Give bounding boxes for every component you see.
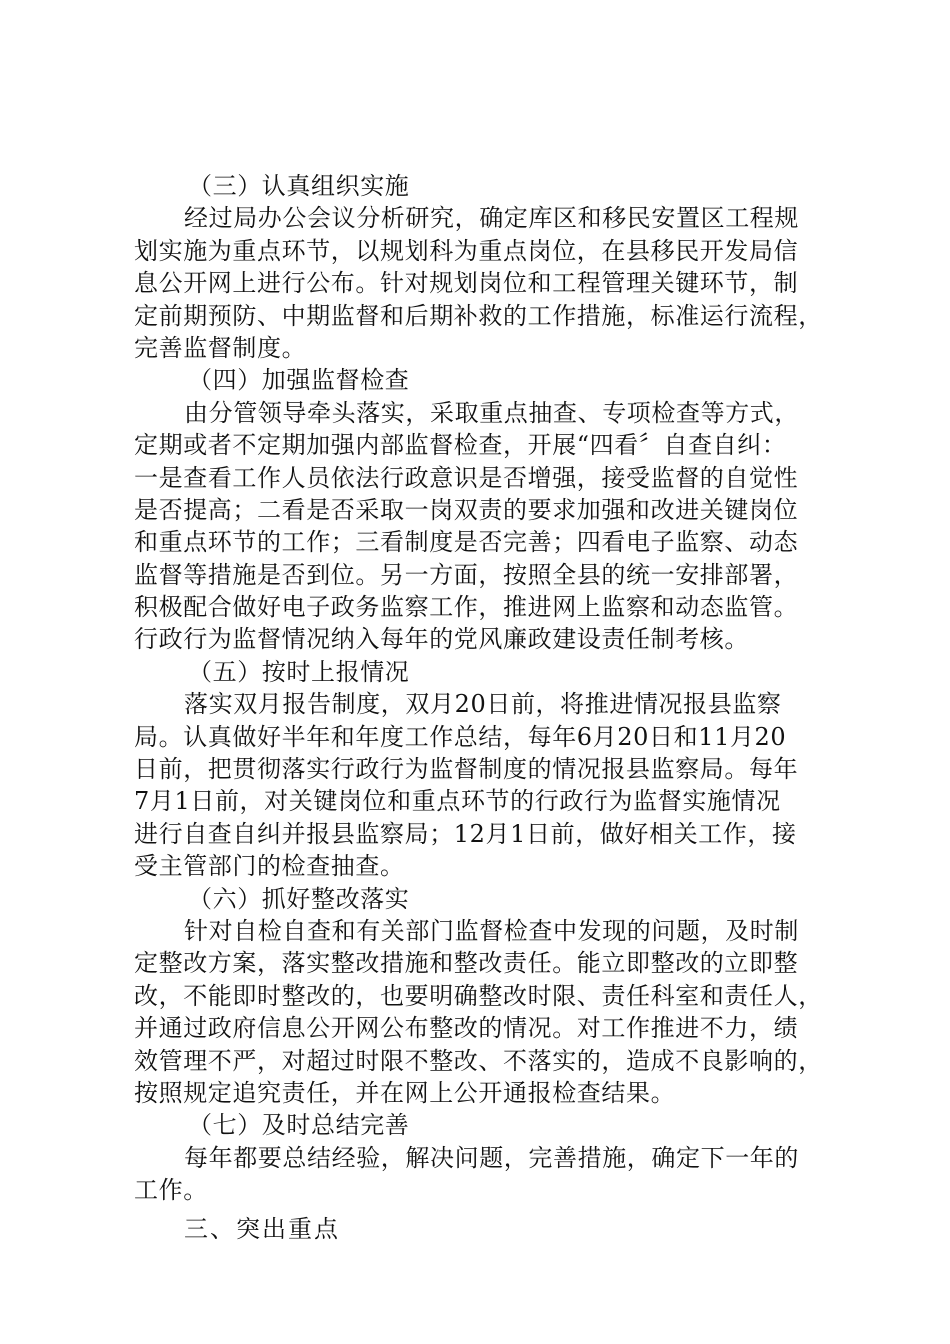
paragraph-line: 积极配合做好电子政务监察工作，推进网上监察和动态监管。: [134, 593, 799, 622]
paragraph-line: 一是查看工作人员依法行政意识是否增强，接受监督的自觉性: [134, 463, 799, 492]
paragraph: [134, 915, 834, 1109]
sub-heading-text: （六）抓好整改落实: [188, 884, 410, 913]
paragraph-line: 定整改方案，落实整改措施和整改责任。能立即整改的立即整: [134, 949, 799, 978]
sub-heading: [134, 883, 834, 915]
paragraph-line: 落实双月报告制度，双月20日前，将推进情况报县监察: [184, 690, 782, 719]
paragraph-line: 定期或者不定期加强内部监督检查，开展“四看〞自查自纠：: [134, 431, 787, 460]
sub-heading: [134, 1109, 834, 1141]
sub-heading-text: （七）及时总结完善: [188, 1111, 410, 1140]
paragraph-line: 息公开网上进行公布。针对规划岗位和工程管理关键环节，制: [134, 269, 799, 298]
paragraph-line: 按照规定追究责任，并在网上公开通报检查结果。: [134, 1078, 676, 1107]
paragraph-line: 改，不能即时整改的，也要明确整改时限、责任科室和责任人，: [134, 981, 823, 1010]
sub-heading-text: （五）按时上报情况: [188, 657, 410, 686]
paragraph: [134, 688, 834, 882]
sub-heading-text: （三）认真组织实施: [188, 172, 410, 200]
sub-heading: [134, 364, 834, 396]
paragraph-line: 日前，把贯彻落实行政行为监督制度的情况报县监察局。每年: [134, 755, 799, 784]
paragraph-line: 和重点环节的工作；三看制度是否完善；四看电子监察、动态: [134, 528, 799, 557]
paragraph-line: 针对自检自查和有关部门监督检查中发现的问题，及时制: [184, 916, 799, 945]
paragraph-line: 7月1日前，对关键岗位和重点环节的行政行为监督实施情况: [134, 787, 781, 816]
paragraph-line: 行政行为监督情况纳入每年的党风廉政建设责任制考核。: [134, 625, 749, 654]
paragraph-line: 进行自查自纠并报县监察局；12月1日前，做好相关工作，接: [134, 819, 797, 848]
document-body: [134, 170, 834, 1245]
paragraph-line: 并通过政府信息公开网公布整改的情况。对工作推进不力，绩: [134, 1014, 799, 1043]
paragraph-line: 受主管部门的检查抽查。: [134, 852, 405, 881]
sub-heading-text: （四）加强监督检查: [188, 366, 410, 395]
paragraph-line: 定前期预防、中期监督和后期补救的工作措施，标准运行流程，: [134, 301, 823, 330]
paragraph-line: 完善监督制度。: [134, 333, 307, 362]
paragraph: [134, 202, 834, 364]
section-heading: [134, 1213, 834, 1245]
paragraph-line: 局。认真做好半年和年度工作总结，每年6月20日和11月20: [134, 722, 787, 751]
paragraph: [134, 1142, 834, 1207]
paragraph-line: 效管理不严，对超过时限不整改、不落实的，造成不良影响的，: [134, 1046, 823, 1075]
paragraph-line: 由分管领导牵头落实，采取重点抽查、专项检查等方式，: [184, 398, 799, 427]
sub-heading: [134, 170, 834, 202]
sub-heading: [134, 656, 834, 688]
paragraph-line: 划实施为重点环节，以规划科为重点岗位，在县移民开发局信: [134, 236, 799, 265]
paragraph-line: 工作。: [134, 1176, 208, 1205]
section-heading-text: 三、突出重点: [184, 1214, 340, 1243]
paragraph: [134, 397, 834, 656]
paragraph-line: 经过局办公会议分析研究，确定库区和移民安置区工程规: [184, 204, 799, 233]
paragraph-line: 是否提高；二看是否采取一岗双责的要求加强和改进关键岗位: [134, 495, 799, 524]
paragraph-line: 监督等措施是否到位。另一方面，按照全县的统一安排部署，: [134, 560, 799, 589]
paragraph-line: 每年都要总结经验，解决问题，完善措施，确定下一年的: [184, 1143, 799, 1172]
